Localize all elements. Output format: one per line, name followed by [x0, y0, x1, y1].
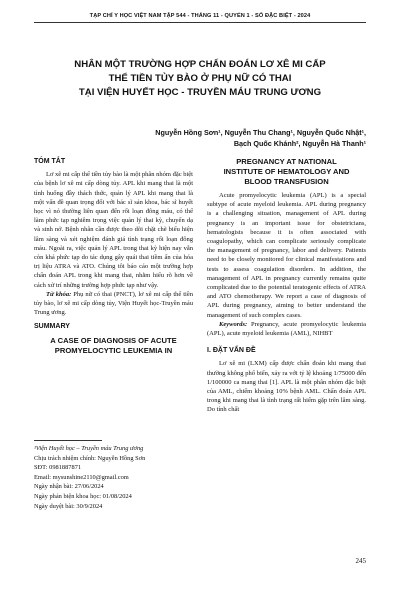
- en-title-line-3: PREGNANCY AT NATIONAL: [236, 157, 337, 166]
- en-title-line-2: PROMYELOCYTIC LEUKEMIA IN: [54, 345, 173, 355]
- keywords-en: [207, 320, 366, 338]
- en-title-continued: [207, 157, 366, 187]
- article-title: [40, 58, 360, 100]
- en-title-line-1: A CASE OF DIAGNOSIS OF ACUTE: [50, 335, 177, 345]
- footnote-responsible: Chịu trách nhiệm chính: Nguyễn Hồng Sơn: [34, 454, 146, 462]
- intro-text: Lơ xê mi (LXM) cấp được chẩn đoán khi mang thai thường không phổ biến, xảy ra với tỷ lệ khoảng 1/75000 đến 1/100000 ca mang thai [1]. APL là một phân nhóm đặc biệt của AML, chiếm khoảng 10% bệnh AML. Chẩn đoán APL trong khi mang thai là tình trạng rất hiếm gặp trên lâm sàng. Do tính chất: [207, 360, 366, 414]
- author-list: [34, 127, 366, 149]
- abstract-en: Acute promyelocytic leukemia (APL) is a special subtype of acute myeloid leukemia. APL during pregnancy is a challenging situation, management of APL during pregnancy is an important issue for obstetricians, hematologists because it is often associated with coagulopathy, which can complicate seriously complicate the management of pregnancy, labor and delivery. Patients need to be closely monitored for clinical manifestations and tests to assess coagulation disorders. In addition, the management of APL in pregnancy currently remains quite complicated due to the potential teratogenic effects of ATRA and ATO chemotherapy. We report a case of diagnosis of APL during pregnancy, aiming to better understand the management of such complex cases.: [207, 192, 366, 319]
- title-line-3: TẠI VIỆN HUYẾT HỌC - TRUYỀN MÁU TRUNG ƯƠNG: [78, 87, 322, 98]
- summary-text: Lơ xê mi cấp thể tiền tủy bào là một phân nhóm đặc biệt của bệnh lơ xê mi cấp dòng tủy. APL khi mang thai là một tình huống đầy thách thức, quản lý APL khi mang thai là một vấn đề quan trọng đối với bác sĩ sản khoa, bác sĩ huyết học vì nó thường liên quan đến rối loạn đông máu, có thể làm phức tạp nghiêm trọng việc quản lý thai kỳ, chuyển dạ và sinh nở. Bệnh nhân cần được theo dõi chặt chẽ biểu hiện lâm sàng và xét nghiệm đánh giá tình trạng rối loạn đông máu. Ngoài ra, việc quản lý APL trong thai kỳ hiện nay vẫn còn khá phức tạp do tác dụng gây quái thai tiềm ẩn của hóa trị liệu ATRA và ATO. Chúng tôi báo cáo một trường hợp chẩn đoán APL trong khi mang thai, nhằm hiểu rõ hơn về cách xử trí những trường hợp phức tạp như vậy.: [34, 171, 193, 289]
- keywords-en-text: Pregnancy, acute promyelocytic leukemia (APL), acute myeloid leukemia (AML), NIHBT: [207, 320, 366, 338]
- header-divider: [34, 22, 366, 23]
- summary-en-heading: SUMMARY: [34, 323, 70, 331]
- footnote-phone: SĐT: 0981887871: [34, 464, 82, 472]
- authors-line-2: Bạch Quốc Khánh², Nguyễn Hà Thanh¹: [233, 139, 366, 148]
- right-column: [207, 157, 366, 415]
- footnote-affiliation: ¹Viện Huyết học – Truyền máu Trung ương: [34, 445, 144, 452]
- title-line-2: THỂ TIỀN TỦY BÀO Ở PHỤ NỮ CÓ THAI: [108, 73, 292, 84]
- intro-heading: I. ĐẶT VẤN ĐỀ: [207, 347, 256, 355]
- journal-header: TẠP CHÍ Y HỌC VIỆT NAM TẬP 544 - THÁNG 11 - QUYỂN 1 - SỐ ĐẶC BIỆT - 2024: [89, 13, 311, 19]
- footnote: [34, 444, 193, 511]
- footnote-reviewed: Ngày phản biện khoa học: 01/08/2024: [34, 492, 132, 500]
- left-column: [34, 157, 193, 356]
- footnote-received: Ngày nhận bài: 27/06/2024: [34, 483, 104, 491]
- summary-heading: TÓM TẮT: [34, 158, 66, 165]
- footnote-accepted: Ngày duyệt bài: 30/9/2024: [34, 502, 103, 510]
- keywords-en-label: Keywords:: [219, 320, 248, 328]
- footnote-email: Email: mysunshine2110@gmail.com: [34, 473, 129, 481]
- en-title-line-4: INSTITUTE OF HEMATOLOGY AND: [223, 167, 350, 176]
- keywords-label: Từ khóa:: [46, 290, 72, 298]
- keywords-text: Phụ nữ có thai (PNCT), lơ xê mi cấp thể tiền tủy bào, lơ xê mi cấp dòng tủy, Viện Huyết học-Truyền máu Trung ương.: [34, 290, 193, 317]
- title-line-1: NHÂN MỘT TRƯỜNG HỢP CHẨN ĐOÁN LƠ XÊ MI CẤP: [74, 59, 326, 70]
- keywords-vi: [34, 290, 193, 318]
- footnote-divider: [34, 440, 102, 441]
- en-title-line-5: BLOOD TRANSFUSION: [244, 177, 329, 186]
- page-number: 245: [355, 557, 366, 565]
- authors-line-1: Nguyễn Hồng Sơn¹, Nguyễn Thu Chang¹, Nguyễn Quốc Nhật¹,: [155, 128, 366, 137]
